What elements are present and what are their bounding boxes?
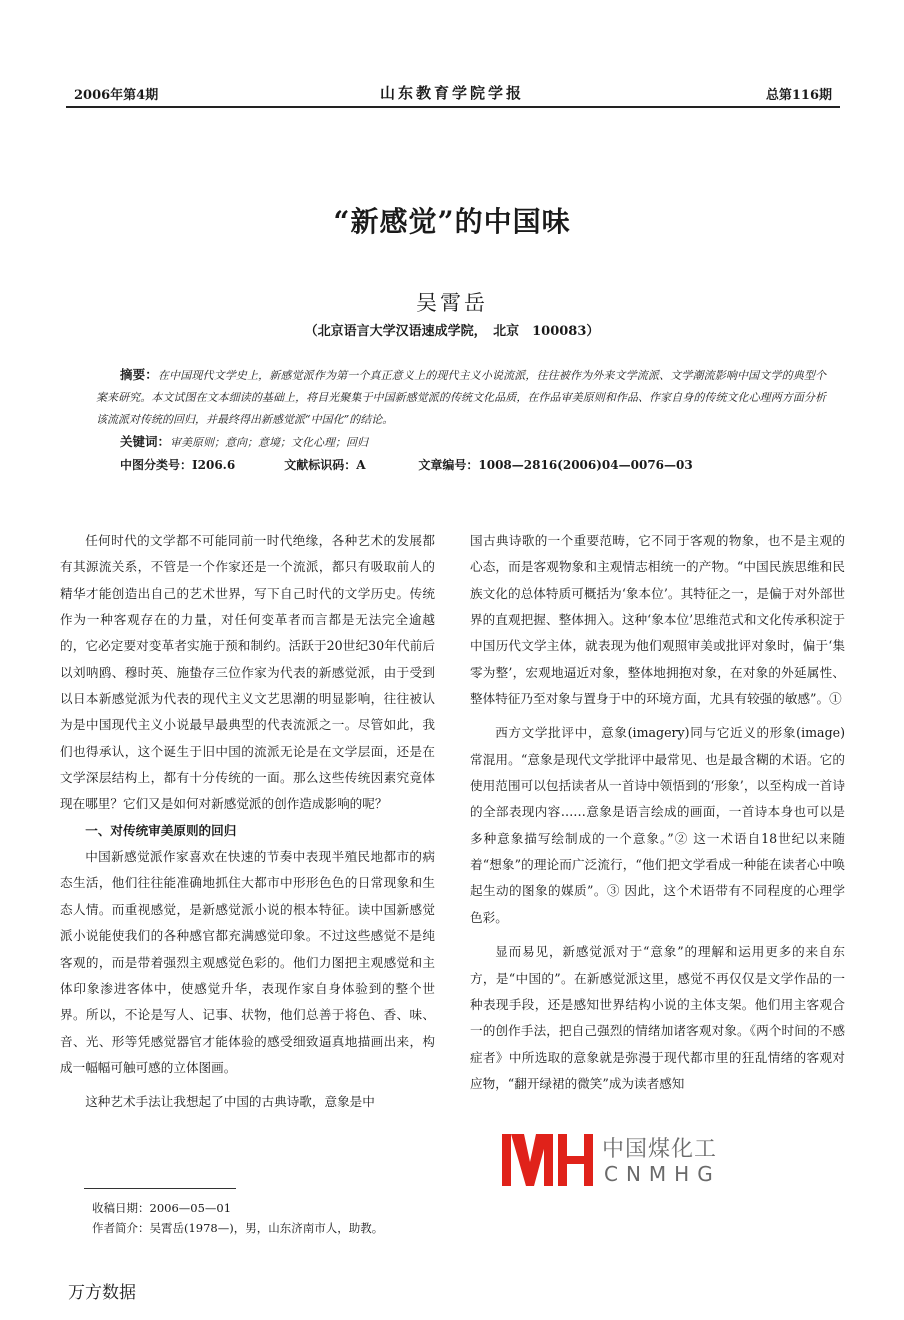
author-affiliation: （北京语言大学汉语速成学院， 北京 100083） (304, 324, 600, 339)
article-title: “新感觉”的中国味 (333, 205, 571, 238)
journal-name: 山东教育学院学报 (379, 84, 524, 102)
mh-logo-icon (500, 1132, 596, 1188)
article-number: 文章编号：1008—2816(2006)04—0076—03 (418, 458, 693, 472)
abstract-text: 在中国现代文学史上，新感觉派作为第一个真正意义上的现代主义小说流派，往往被作为外来文学流派、文学潮流影响中国文学的典型个案来研究。本文试图在文本细读的基础上，将目光聚集于中国新感觉派的传统文化品质，在作品审美原则和作品、作家自身的传统文化心理两方面分析该流派对传统的回归，并最终得出新感觉派“中国化”的结论。 (96, 369, 826, 426)
abstract-label: 摘要： (120, 367, 158, 382)
keywords-text: 审美原则；意向；意境；文化心理；回归 (170, 436, 369, 449)
journal-total-issue: 总第116期 (765, 88, 832, 103)
paragraph: 国古典诗歌的一个重要范畴，它不同于客观的物象，也不是主观的心态，而是客观物象和主观情志相统一的产物。“中国民族思维和民族文化的总体特质可概括为‘象本位’。其特征之一，是偏于对外部世界的直观把握、整体拥入。这种‘象本位’思维范式和文化传承积淀于中国历代文学主体，就表现为他们观照审美或批评对象时，偏于‘集零为整’，宏观地逼近对象，整体地拥抱对象，在对象的外延属性、整体特征乃至对象与置身于中的环境方面，尤具有较强的敏感”。① (470, 533, 845, 707)
journal-issue: 2006年第4期 (74, 88, 159, 103)
source-label: 万方数据 (68, 1283, 136, 1303)
received-date: 收稿日期：2006—05—01 (92, 1201, 232, 1215)
footnote-rule (84, 1188, 236, 1189)
author-bio: 作者简介：吴霄岳(1978—)，男，山东济南市人，助教。 (92, 1221, 384, 1235)
watermark-cn: 中国煤化工 (602, 1137, 718, 1162)
body-left-column (60, 528, 435, 1116)
author-name: 吴霄岳 (416, 291, 488, 315)
clc-number: 中图分类号：I206.6 (120, 458, 236, 472)
paragraph: 这种艺术手法让我想起了中国的古典诗歌，意象是中 (85, 1094, 375, 1110)
document-code: 文献标识码：A (284, 458, 366, 472)
keywords-label: 关键词： (120, 434, 171, 449)
body-right-column (470, 528, 845, 1097)
paragraph: 中国新感觉派作家喜欢在快速的节奏中表现半殖民地都市的病态生活，他们往往能准确地抓住大都市中形形色色的日常现象和生态人情。而重视感觉，是新感觉派小说的根本特征。读中国新感觉派小说能使我们的各种感官都充满感觉印象。不过这些感觉不是纯客观的，而是带着强烈主观感觉色彩的。他们力图把主观感觉和主体印象渗进客体中，使感觉升华，表现作家自身体验到的整个世界。所以，不论是写人、记事、状物，他们总善于将色、香、味、音、光、形等凭感觉器官才能体验的感受细致逼真地描画出来，构成一幅幅可触可感的立体图画。 (60, 849, 435, 1075)
watermark-logo (496, 1130, 856, 1190)
paragraph: 西方文学批评中，意象(imagery)同与它近义的形象(image)常混用。“意象是现代文学批评中最常见、也是最含糊的术语。它的使用范围可以包括读者从一首诗中领悟到的‘形象’，以至构成一首诗的全部表现内容……意象是语言绘成的画面，一首诗本身也可以是多种意象描写绘制成的一个意象。”② 这一术语自18世纪以来随着“想象”的理论而广泛流行，“他们把文学看成一种能在读者心中唤起生动的图象的媒质”。③ 因此，这个术语带有不同程度的心理学色彩。 (470, 725, 845, 925)
header-rule (66, 106, 840, 108)
paragraph: 显而易见，新感觉派对于“意象”的理解和运用更多的来自东方，是“中国的”。在新感觉派这里，感觉不再仅仅是文学作品的一种表现手段，还是感知世界结构小说的主体支架。他们用主客观合一的创作手法，把自己强烈的情绪加诸客观对象。《两个时间的不感症者》中所选取的意象就是弥漫于现代都市里的狂乱情绪的客观对应物，“翻开绿裙的微笑”成为读者感知 (470, 944, 845, 1091)
abstract (96, 364, 826, 431)
paragraph: 任何时代的文学都不可能同前一时代绝缘，各种艺术的发展都有其源流关系，不管是一个作家还是一个流派，都只有吸取前人的精华才能创造出自己的艺术世界，写下自己时代的文学历史。传统作为一种客观存在的力量，对任何变革者而言都是无法完全逾越的，它必定要对变革者实施于预和制约。活跃于20世纪30年代前后以刘呐鸥、穆时英、施蛰存三位作家为代表的新感觉派，由于受到以日本新感觉派为代表的现代主义文艺思潮的明显影响，往往被认为是中国现代主义小说最早最典型的代表流派之一。尽管如此，我们也得承认，这个诞生于旧中国的流派无论是在文学层面，还是在文学深层结构上，都有十分传统的一面。那么这些传统因素究竟体现在哪里？它们又是如何对新感觉派的创作造成影响的呢？ (60, 533, 435, 812)
section-heading: 一、对传统审美原则的回归 (85, 822, 237, 838)
keywords (120, 432, 368, 450)
classification-line (120, 456, 840, 473)
watermark-en: CNMHG (604, 1162, 721, 1186)
